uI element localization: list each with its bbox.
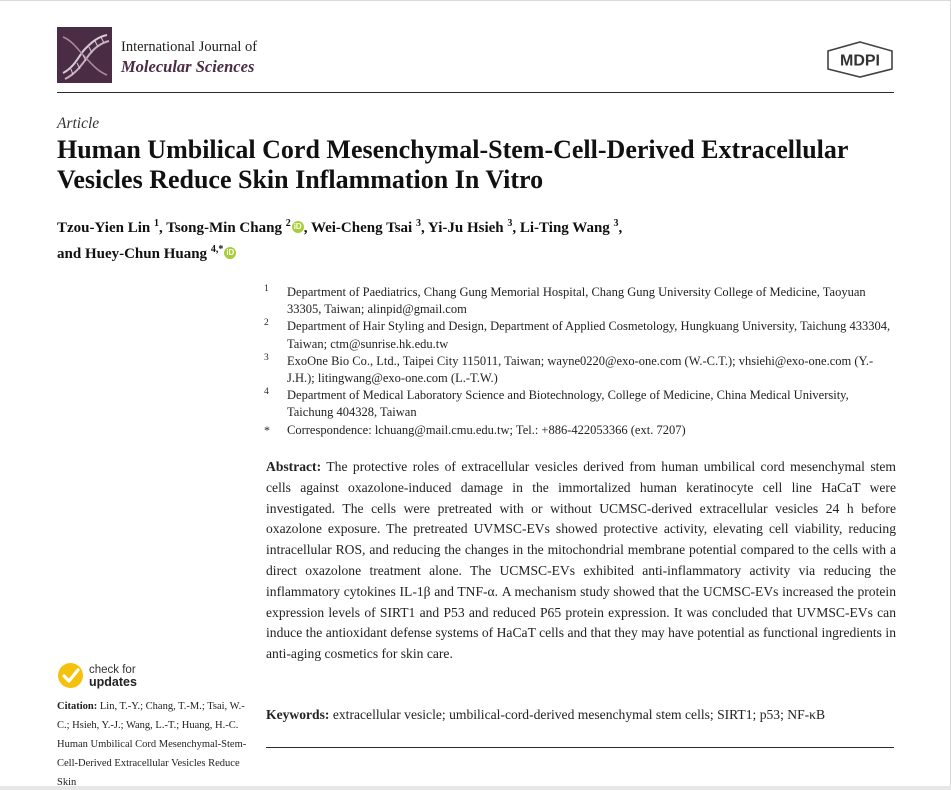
affiliation-item — [264, 353, 894, 387]
affiliation-item — [264, 318, 894, 352]
author-list — [57, 213, 757, 265]
journal-logo-dna-icon — [57, 27, 112, 83]
author-name[interactable]: Wei-Cheng Tsai — [310, 220, 413, 236]
author-name[interactable]: Li-Ting Wang — [519, 220, 610, 236]
keywords — [266, 706, 896, 724]
affiliation-item — [264, 422, 894, 439]
affiliation-text: Department of Medical Laboratory Science and Biotechnology, College of Medicine, China Medical University, Taichung 404328, Taiwan — [287, 388, 849, 420]
author-affiliation-mark: 1 — [153, 218, 159, 229]
affiliation-text: Correspondence: lchuang@mail.cmu.edu.tw; Tel.: +886-422053366 (ext. 7207) — [287, 422, 686, 437]
mdpi-logo-text: MDPI — [840, 52, 880, 70]
affiliation-item — [264, 284, 894, 318]
keywords-label: Keywords: — [266, 707, 330, 722]
affiliation-mark: 4 — [264, 387, 269, 398]
author-name[interactable]: Yi-Ju Hsieh — [427, 220, 504, 236]
mdpi-logo — [826, 41, 894, 78]
author-name[interactable]: Tsong-Min Chang — [166, 220, 282, 236]
author-affiliation-mark: 4,* — [210, 244, 224, 255]
journal-name-line1: International Journal of — [121, 39, 258, 55]
section-rule — [266, 747, 894, 748]
author-name[interactable]: Huey-Chun Huang — [84, 246, 208, 262]
citation-label: Citation: — [57, 701, 98, 712]
author-name[interactable]: Tzou-Yien Lin — [57, 220, 151, 236]
abstract — [266, 457, 896, 665]
check-updates-line1: check for — [89, 664, 136, 676]
author-separator: , — [303, 220, 311, 236]
affiliations — [264, 284, 894, 439]
author-affiliation-mark: 3 — [613, 218, 619, 229]
author-separator: , — [158, 220, 167, 236]
article-type: Article — [57, 115, 100, 132]
orcid-icon[interactable]: iD — [226, 248, 235, 257]
affiliation-mark: 2 — [264, 318, 269, 329]
paper-title: Human Umbilical Cord Mesenchymal-Stem-Cell-Derived Extracellular Vesicles Reduce Skin Inflammation In Vitro — [57, 135, 848, 194]
header-rule — [57, 92, 894, 93]
check-updates-line2: updates — [89, 675, 137, 689]
affiliation-mark: 1 — [264, 284, 269, 294]
affiliation-text: Department of Paediatrics, Chang Gung Memorial Hospital, Chang Gung University College of Medicine, Taoyuan 33305, Taiwan; alinpid@gmail.com — [287, 285, 866, 317]
author-joiner: and — [57, 246, 85, 262]
affiliation-mark: 3 — [264, 352, 269, 363]
journal-name-line2: Molecular Sciences — [121, 57, 255, 76]
abstract-text: The protective roles of extracellular vesicles derived from human umbilical cord mesenchymal stem cells against oxazolone-induced damage in the immortalized human keratinocyte cell line HaCaT were investigated. The cells were pretreated with or without UCMSC-derived extracellular vesicles 24 h before oxazolone exposure. The pretreated UVMSC-EVs showed protective activity, elevating cell viability, reducing intracellular ROS, and reducing the changes in the mitochondrial membrane potential compared to the cells with a direct oxazolone treatment alone. The UCMSC-EVs exhibited anti-inflammatory activity via reducing the inflammatory cytokines IL-1β and TNF-α. A mechanism study showed that the UCMSC-EVs increased the protein expression levels of SIRT1 and P53 and reduced P65 protein expression. It was concluded that UVMSC-EVs can induce the antioxidant defense systems of HaCaT cells and that they may have potential as functional ingredients in anti-aging cosmetics for skin care. — [266, 459, 897, 662]
citation-text: Lin, T.-Y.; Chang, T.-M.; Tsai, W.-C.; Hsieh, Y.-J.; Wang, L.-T.; Huang, H.-C. Human Umbilical Cord Mesenchymal-Stem-Cell-Derived Extracellular Vesicles Reduce Skin — [57, 701, 247, 788]
author-affiliation-mark: 2 — [285, 218, 291, 229]
journal-name — [121, 38, 257, 76]
author-affiliation-mark: 3 — [507, 218, 513, 229]
check-updates-icon — [57, 662, 84, 689]
affiliation-text: ExoOne Bio Co., Ltd., Taipei City 115011, Taiwan; wayne0220@exo-one.com (W.-C.T.); vhsiehi@exo-one.com (Y.-J.H.); litingwang@exo-one.com (L.-T.W.) — [287, 353, 874, 386]
author-separator: , — [618, 220, 623, 236]
author-separator: , — [512, 220, 520, 236]
orcid-icon[interactable]: iD — [293, 222, 302, 231]
affiliation-item — [264, 387, 894, 421]
affiliation-mark: * — [264, 422, 270, 437]
affiliation-text: Department of Hair Styling and Design, Department of Applied Cosmetology, Hungkuang University, Taichung 433304, Taiwan; ctm@sunrise.hk.edu.tw — [287, 319, 891, 351]
abstract-label: Abstract: — [266, 459, 322, 474]
author-affiliation-mark: 3 — [415, 218, 421, 229]
citation — [57, 697, 257, 790]
check-for-updates-button[interactable] — [57, 661, 167, 693]
keywords-text: extracellular vesicle; umbilical-cord-derived mesenchymal stem cells; SIRT1; p53; NF-κB — [332, 707, 826, 722]
author-separator: , — [420, 220, 428, 236]
